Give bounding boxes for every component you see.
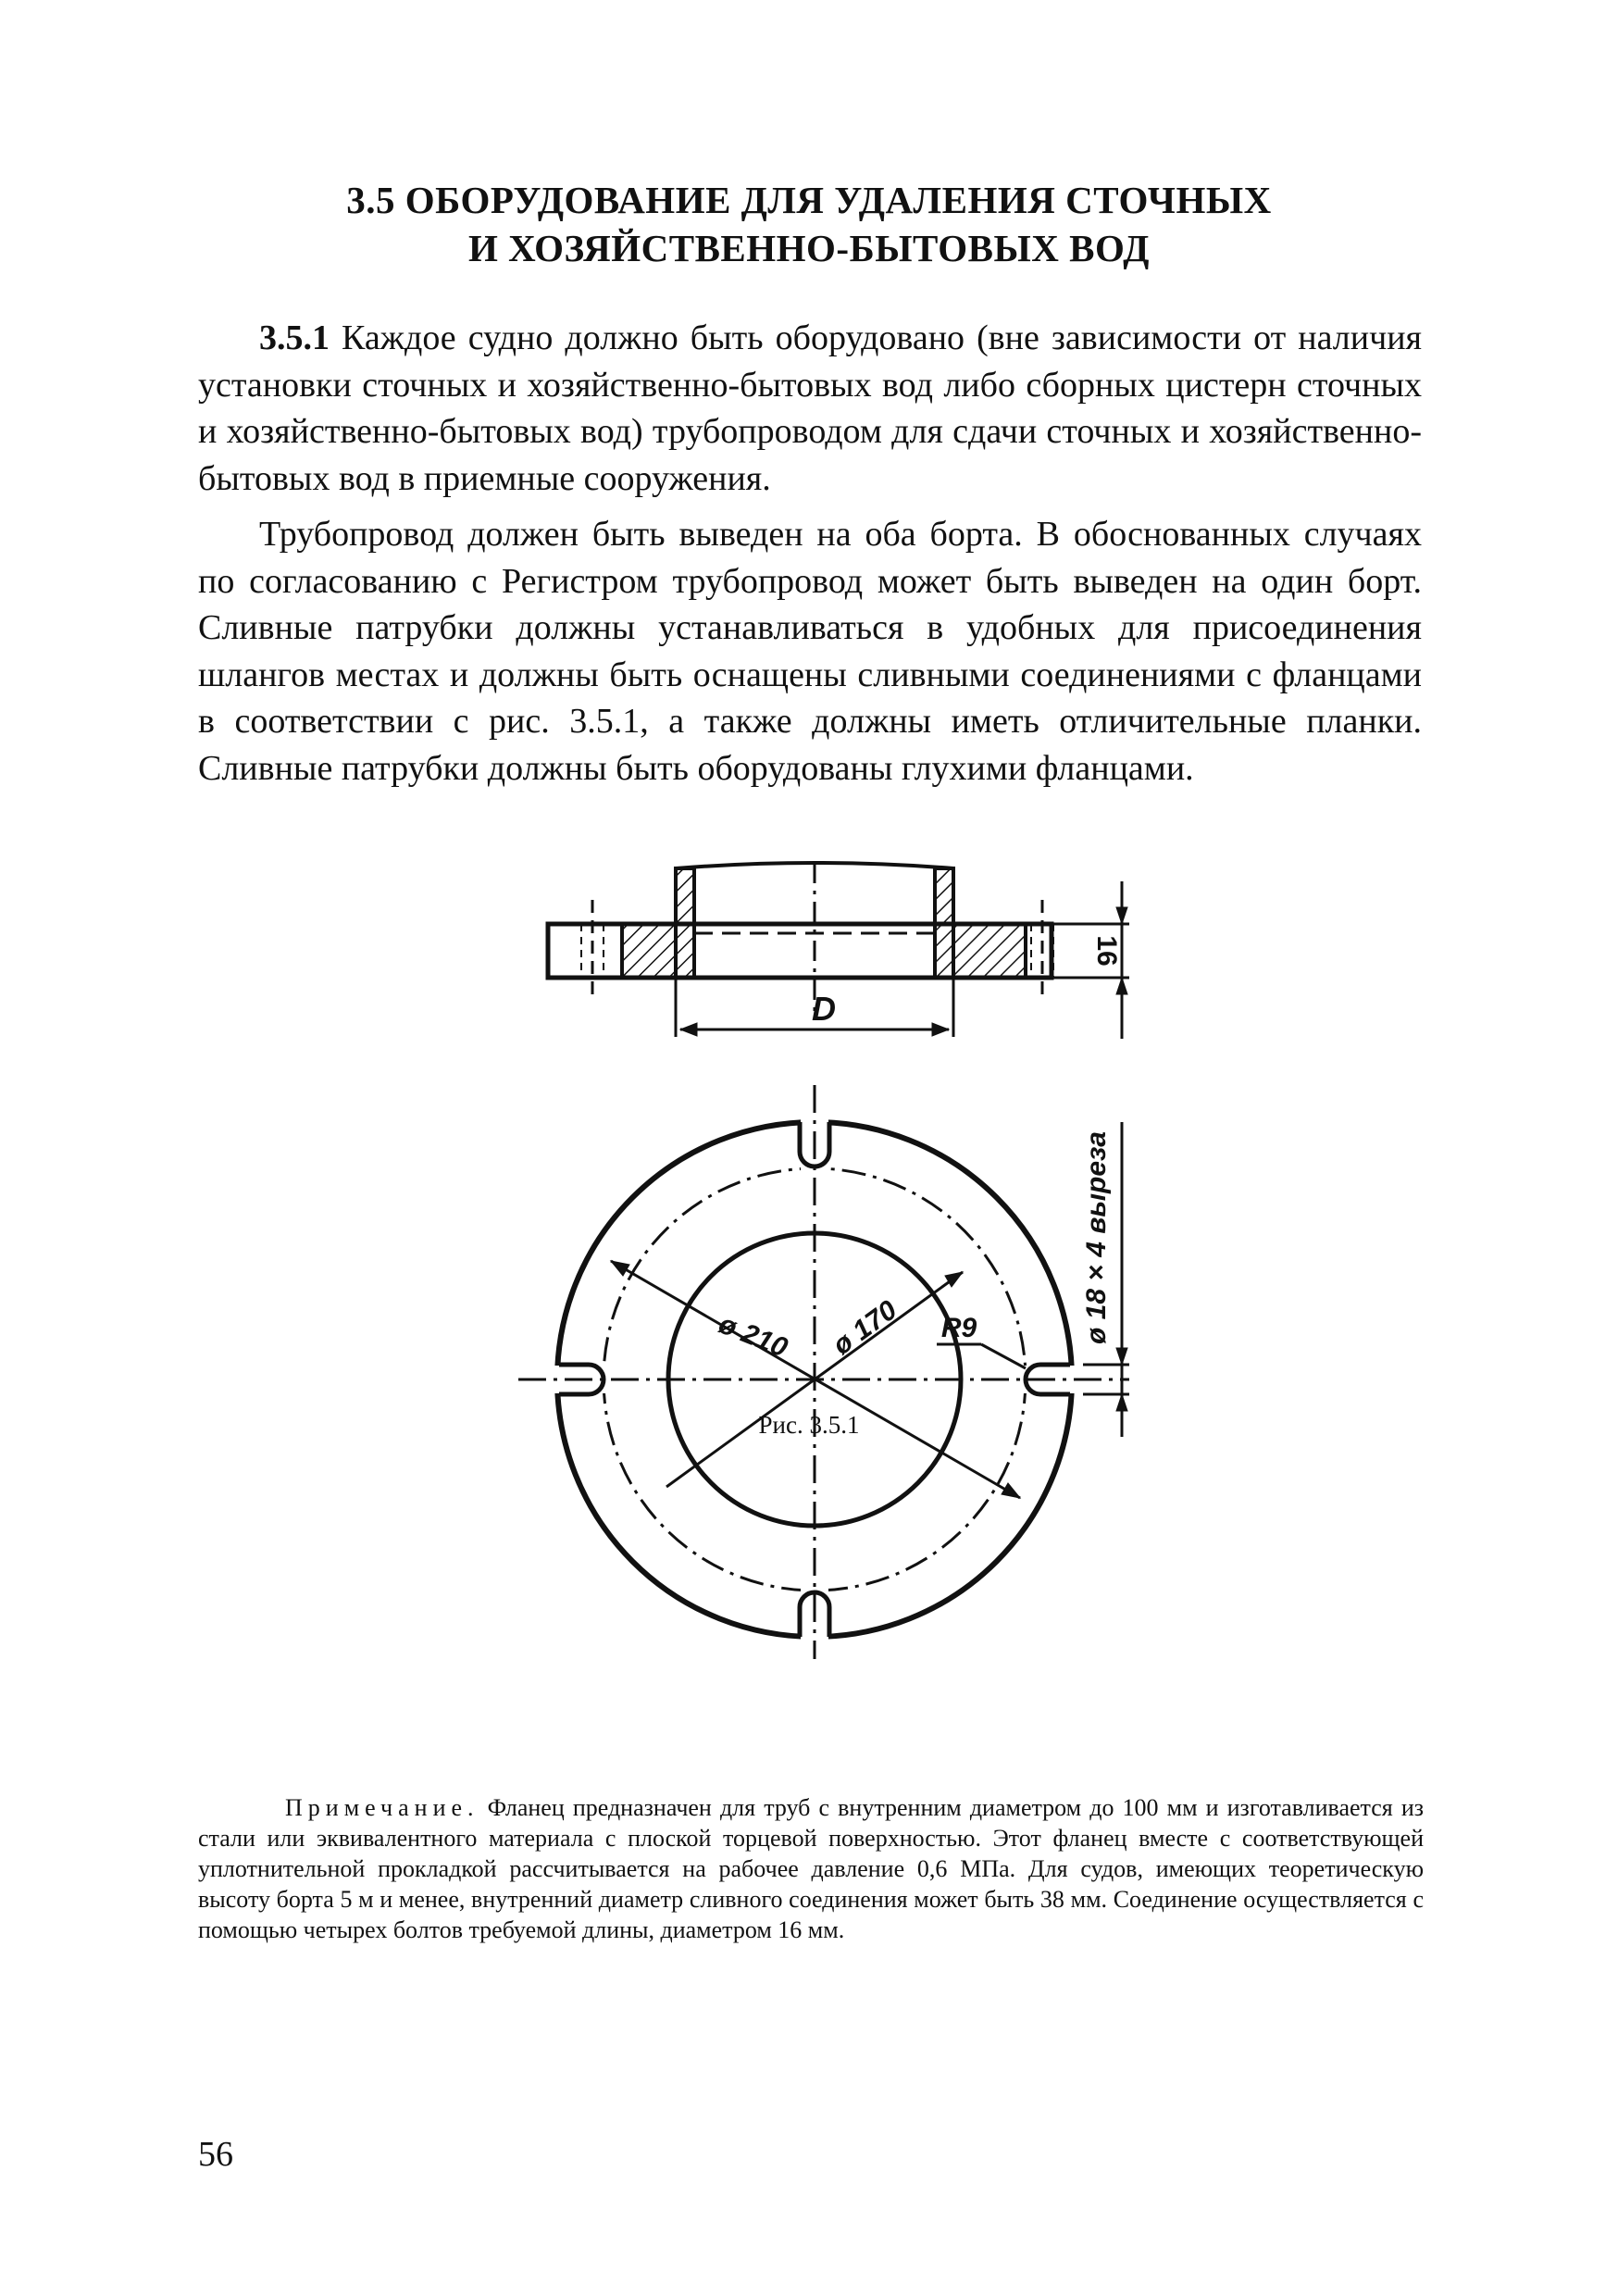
heading-line-2: И ХОЗЯЙСТВЕННО-БЫТОВЫХ ВОД — [467, 227, 1151, 269]
figure-caption: Рис. 3.5.1 — [758, 1411, 860, 1439]
flange-drawing — [518, 844, 1166, 1659]
label-holes: ø 18 × 4 выреза — [1081, 1131, 1112, 1344]
label-r9: R9 — [940, 1313, 977, 1343]
label-thickness: 16 — [1091, 935, 1122, 967]
paragraph-1-text: Каждое судно должно быть оборудовано (вне зависимости от наличия установки сточных и хозяйственно-бытовых вод либо сборных цистерн сточных и хозяйственно-бытовых вод) трубопроводом для сдачи сточных и хозяйственно-бытовых вод в приемные сооружения. — [198, 318, 1423, 498]
note-block — [198, 1792, 1424, 1945]
flange-section-view — [548, 863, 1129, 1039]
section-heading — [0, 176, 1618, 272]
heading-line-1: 3.5 ОБОРУДОВАНИЕ ДЛЯ УДАЛЕНИЯ СТОЧНЫХ — [346, 179, 1272, 221]
flange-plan-view — [518, 1085, 1129, 1659]
page-number: 56 — [198, 2135, 233, 2174]
note-lead: Примечание. — [285, 1794, 479, 1821]
paragraph-3-5-1 — [198, 315, 1422, 502]
clause-number: 3.5.1 — [259, 318, 330, 357]
label-d170: ø 170 — [827, 1294, 903, 1362]
label-d210: ø 210 — [714, 1308, 792, 1364]
body-text — [198, 315, 1422, 792]
note-text: Фланец предназначен для труб с внутренним диаметром до 100 мм и изготавливается из стали или эквивалентного материала с плоской торцевой поверхностью. Этот фланец вместе с соответствующей уплотнительной прокладкой рассчитывается на рабочее давление 0,6 МПа. Для судов, имеющих теоретическую высоту борта 5 м и менее, внутренний диаметр сливного соединения может быть 38 мм. Соединение осуществляется с помощью четырех болтов требуемой длины, диаметром 16 мм. — [198, 1794, 1424, 1943]
label-d: D — [812, 990, 836, 1028]
paragraph-2: Трубопровод должен быть выведен на оба борта. В обоснованных случаях по согласованию с Регистром трубопровод может быть выведен на один борт. Сливные патрубки должны устанавливаться в удобных для присоединения шлангов местах и должны быть оснащены сливными соединениями с фланцами в соответствии с рис. 3.5.1, а также должны иметь отличительные планки. Сливные патрубки должны быть оборудованы глухими фланцами. — [198, 515, 1422, 788]
